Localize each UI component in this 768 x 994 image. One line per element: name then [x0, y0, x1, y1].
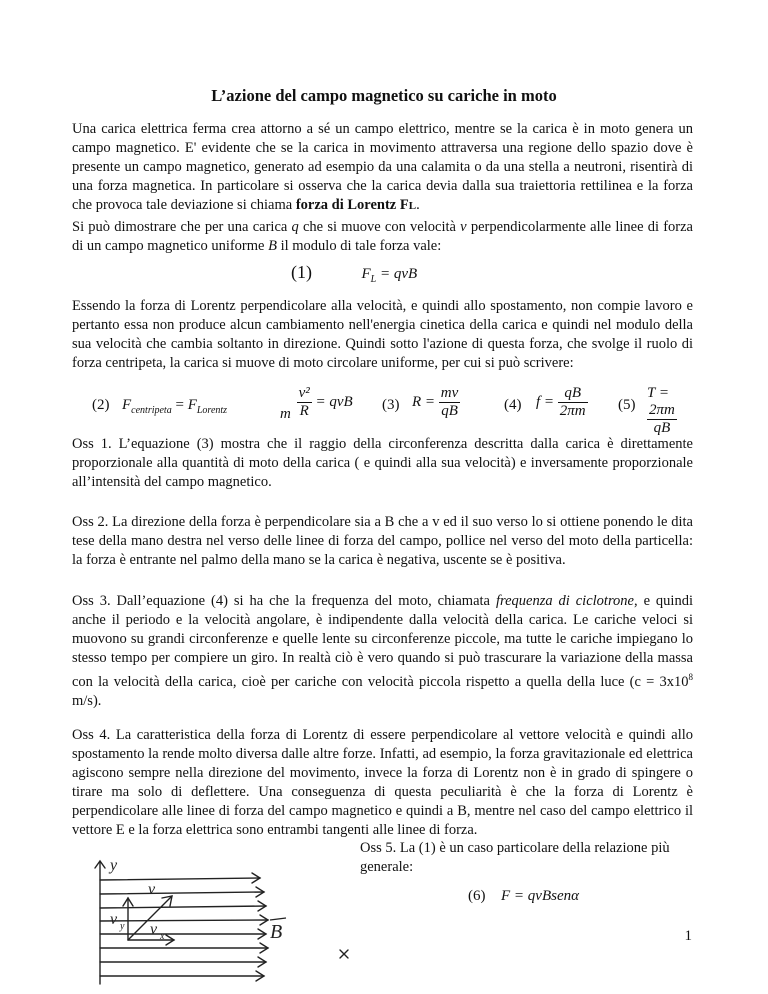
oss-2-paragraph: Oss 2. La direzione della forza è perpendicolare sia a B che a v ed il suo verso lo si ottiene ponendo le dita tese della mano destra nel verso delle linee di forza del campo, pollice nel verso del moto della particella: la forza è entrante nel palmo della mano se la carica è negativa, uscente se è positiva. — [72, 514, 693, 568]
centripetal-paragraph: Essendo la forza di Lorentz perpendicolare alla velocità, e quindi allo spostamento, non compie lavoro e pertanto essa non produce alcun cambiamento nell'energia cinetica della carica e quindi nel modulo della sua velocità che cambia soltanto in direzione. Quindi sotto l'azione di questa forza, che svolge il ruolo di forza centripeta, la carica si muove di moto circolare uniforme, per cui si può scrivere: — [72, 298, 693, 371]
equation-number-1: (1) — [291, 262, 312, 282]
lorentz-force-term: forza di Lorentz FL — [295, 197, 417, 213]
b-label: B — [270, 921, 283, 943]
v-label: v — [148, 881, 156, 898]
svg-text:y: y — [120, 921, 125, 932]
page-number: 1 — [684, 928, 692, 944]
velocity-field-sketch — [88, 858, 360, 988]
oss-3-paragraph: Oss 3. Dall’equazione (4) si ha che la frequenza del moto, chiamata frequenza di ciclotrone, e quindi anche il periodo e la velocità angolare, è indipendente dalla velocità della carica. Le cariche veloci si muovono su grandi circonferenze e quelle lente su circonferenze piccole, ma tutte le cariche impiegano lo stesso tempo per compiere un giro. In realtà ciò è vero quando si può trascurare la variazione della massa con la velocità della carica, cioè per cariche con velocità piccola rispetto a quella della luce ($c = 3x10^8$ m/s). — [72, 593, 693, 709]
intro-paragraph: Una carica elettrica ferma crea attorno a sé un campo elettrico, mentre se la carica è in moto genera un campo magnetico. E' evidente che se la carica in movimento attraversa una regione dello spazio dove è presente un campo magnetico, generato ad esempio da una calamita o da una stella a neutroni, risentirà di una forza magnetica. In particolare si osserva che la carica devia dalla sua traiettoria rettilinea e la forza che provoca tale deviazione si chiama forza di Lorentz FL. — [72, 121, 693, 213]
equation-1: (1) $F_L$ = qvB — [291, 262, 418, 285]
y-label: y — [110, 858, 118, 874]
equations-2-5: (2) $F_{centripeta} = F_{Lorentz}$ m $\frac{\text{v²}}{R}$ = qvB (3) R = $\frac{mv}{qB}$ (4) f = $\frac{qB}{2\pi m}$ (5) T = $\frac{2\pi m}{qB}$ — [92, 385, 675, 436]
vy-label: v — [110, 911, 118, 928]
svg-text:x: x — [160, 931, 165, 942]
page-title: L’azione del campo magnetico su cariche in moto — [211, 86, 557, 105]
oss-4-paragraph: Oss 4. La caratteristica della forza di Lorentz di essere perpendicolare al vettore velocità e quindi allo spostamento la rende molto diversa dalle altre forze. Infatti, ad esempio, la forza gravitazionale ed elettrica agiscono sempre nella direzione del movimento, invece la forza di Lorentz non è in grado di spingere o tirare ma solo di deflettere. Una conseguenza di questa peculiarità è che la forza di Lorentz è perpendicolare alle linee di forza del campo magnetico e quindi a B, mentre nel caso del campo elettrico il vettore E e la forza elettrica sono entrambi tangenti alle linee di forza. — [72, 727, 693, 838]
vx-label: v — [150, 921, 158, 938]
oss-5-paragraph: Oss 5. La (1) è un caso particolare della relazione più generale: — [360, 840, 670, 875]
force-intro-paragraph: Si può dimostrare che per una carica q che si muove con velocità v perpendicolarmente alle linee di forza di un campo magnetico uniforme B il modulo di tale forza vale: — [72, 219, 693, 254]
oss-1-paragraph: Oss 1. L’equazione (3) mostra che il raggio della circonferenza descritta dalla carica è direttamente proporzionale alla quantità di moto della carica ( e quindi alla sua velocità) e inversamente proporzionale all’intensità del campo magnetico. — [72, 436, 693, 490]
equation-number-6: (6) — [468, 888, 486, 904]
intro-text: Una carica elettrica ferma crea attorno a sé un campo elettrico, mentre se la carica è in moto genera un campo magnetico. E' evidente che se la carica in movimento attraversa una regione dello spazio dove è presente un campo magnetico, generato ad esempio da una calamita o da una stella a neutroni, risentirà di una forza magnetica. In particolare si osserva che la carica devia dalla sua traiettoria rettilinea e la forza che provoca tale deviazione si chiama — [72, 121, 693, 213]
equation-6: (6) F = qvBsenα — [468, 888, 579, 904]
x-axis-label — [340, 950, 348, 958]
